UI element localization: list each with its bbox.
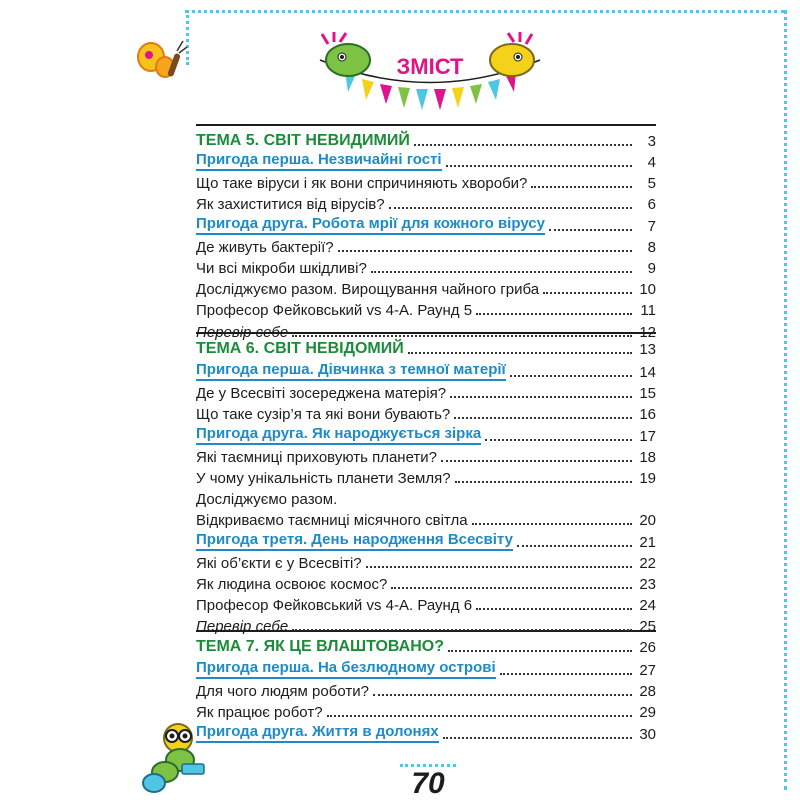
toc-item-row[interactable]	[196, 234, 656, 256]
toc-entry-title: Які об’єкти є у Всесвіті?	[196, 555, 362, 572]
toc-page-number: 9	[647, 260, 656, 277]
page-number-box	[398, 764, 458, 800]
caterpillar-icon	[140, 720, 210, 795]
toc-page-number: 18	[639, 449, 656, 466]
toc-page-number: 14	[639, 364, 656, 381]
toc-entry-title: Чи всі мікроби шкідливі?	[196, 260, 367, 277]
toc-page-number: 15	[639, 385, 656, 402]
dot-leader	[455, 481, 632, 483]
toc-item-row[interactable]	[196, 592, 656, 614]
dot-leader	[543, 292, 632, 294]
toc-entry-title: Для чого людям роботи?	[196, 683, 369, 700]
toc-entry-title: Досліджуємо разом. Вирощування чайного гриба	[196, 281, 540, 298]
toc-page-number: 7	[647, 218, 656, 235]
toc-entry-title: Як працює робот?	[196, 704, 323, 721]
toc-item-row[interactable]	[196, 170, 656, 192]
toc-page-number: 30	[639, 726, 656, 743]
toc-item-row[interactable]	[196, 613, 656, 635]
toc-entry-title: Що таке віруси і як вони спричиняють хвороби?	[196, 175, 528, 192]
toc-entry-title: Професор Фейковський vs 4-А. Раунд 6	[196, 597, 473, 614]
toc-item-row[interactable]	[196, 401, 656, 423]
toc-page-number: 4	[647, 154, 656, 171]
dot-leader	[391, 587, 632, 589]
toc-entry-title: Де у Всесвіті зосереджена матерія?	[196, 385, 447, 402]
dot-leader	[446, 165, 632, 167]
toc-item-row[interactable]	[196, 550, 656, 572]
toc-page-number: 28	[639, 683, 656, 700]
dotted-frame-right	[784, 10, 787, 790]
toc-entry-title: Пригода перша. На безлюдному острові	[196, 659, 496, 679]
toc-entry-title: Як людина освоює космос?	[196, 576, 388, 593]
dot-leader	[327, 715, 632, 717]
dot-leader	[292, 629, 632, 631]
dotted-frame-top	[185, 10, 785, 13]
toc-entry-title: Пригода друга. Життя в долонях	[196, 723, 439, 743]
toc-page-number: 11	[640, 302, 656, 319]
dot-leader	[450, 396, 632, 398]
toc-page-number: 13	[639, 341, 656, 358]
dot-leader	[454, 417, 632, 419]
toc-page-number: 25	[639, 618, 656, 635]
toc-page-number: 16	[639, 406, 656, 423]
toc-entry-title: Пригода перша. Незвичайні гості	[196, 151, 442, 171]
toc-item-row[interactable]	[196, 699, 656, 721]
left-margin	[0, 0, 186, 800]
toc-page-number: 22	[639, 555, 656, 572]
toc-entry-title: У чому унікальність планети Земля?	[196, 470, 451, 487]
toc-page-number: 6	[647, 196, 656, 213]
toc-entry-title: Перевір себе	[196, 618, 289, 635]
toc-adventure-row[interactable]	[196, 721, 656, 743]
dot-leader	[472, 523, 632, 525]
toc-item-row[interactable]	[196, 191, 656, 213]
dot-leader	[338, 250, 632, 252]
header-banner	[300, 30, 560, 120]
toc-adventure-row[interactable]	[196, 149, 656, 171]
toc-page-number: 23	[639, 576, 656, 593]
toc-entry-title: Перевір себе	[196, 324, 289, 341]
toc-page-number: 21	[639, 534, 656, 551]
toc-entry-title: Професор Фейковський vs 4-А. Раунд 5	[196, 302, 473, 319]
toc-entry-title: ТЕМА 5. СВІТ НЕВИДИМИЙ	[196, 132, 410, 149]
toc-item-row[interactable]	[196, 276, 656, 298]
dot-leader	[373, 694, 632, 696]
toc-item-row[interactable]	[196, 678, 656, 700]
dot-leader	[485, 439, 632, 441]
toc-entry-title: Відкриваємо таємниці місячного світла	[196, 512, 468, 529]
toc-entry-title: Де живуть бактерії?	[196, 239, 334, 256]
dot-leader	[549, 229, 632, 231]
toc-item-row[interactable]	[196, 486, 656, 508]
toc-entry-title: Пригода друга. Робота мрії для кожного вірусу	[196, 215, 545, 235]
toc-page-number: 8	[647, 239, 656, 256]
toc-entry-title: Які таємниці приховують планети?	[196, 449, 438, 466]
dot-leader	[389, 207, 632, 209]
toc-adventure-row[interactable]	[196, 423, 656, 445]
toc-item-row[interactable]	[196, 380, 656, 402]
toc-entry-title: Пригода перша. Дівчинка з темної матерії	[196, 361, 506, 381]
toc-page-number: 24	[639, 597, 656, 614]
toc-page-number: 12	[639, 324, 656, 341]
dot-leader	[408, 352, 632, 354]
toc-item-row[interactable]	[196, 444, 656, 466]
dot-leader	[414, 144, 632, 146]
toc-item-row[interactable]	[196, 507, 656, 529]
dot-leader	[366, 566, 632, 568]
toc-item-row[interactable]	[196, 571, 656, 593]
toc-adventure-row[interactable]	[196, 529, 656, 551]
toc-item-row[interactable]	[196, 255, 656, 277]
toc-entry-title: Як захиститися від вірусів?	[196, 196, 385, 213]
dot-leader	[531, 186, 632, 188]
toc-entry-title: Досліджуємо разом.	[196, 491, 338, 508]
toc-page-number: 29	[639, 704, 656, 721]
toc-page-number: 26	[639, 639, 656, 656]
toc-item-row[interactable]	[196, 465, 656, 487]
dot-leader	[510, 375, 632, 377]
toc-page-number: 20	[639, 512, 656, 529]
dot-leader	[448, 650, 632, 652]
toc-page-number: 19	[639, 470, 656, 487]
toc-page-number: 27	[639, 662, 656, 679]
dot-leader	[500, 673, 632, 675]
toc-theme-row[interactable]	[196, 336, 656, 358]
toc-entry-title: Пригода друга. Як народжується зірка	[196, 425, 481, 445]
dot-leader	[517, 545, 632, 547]
page-title: ЗМІСТ	[396, 54, 464, 79]
toc-page-number: 10	[639, 281, 656, 298]
toc-page-number: 3	[647, 133, 656, 150]
toc-entry-title: Що таке сузір’я та які вони бувають?	[196, 406, 451, 423]
toc-theme-row[interactable]	[196, 128, 656, 150]
toc-entry-title: ТЕМА 6. СВІТ НЕВІДОМИЙ	[196, 340, 404, 357]
toc-page-number: 17	[639, 428, 656, 445]
dot-leader	[476, 608, 632, 610]
page-number: 70	[411, 767, 445, 800]
butterfly-icon	[135, 35, 190, 85]
toc-adventure-row[interactable]	[196, 657, 656, 679]
dot-leader	[443, 737, 632, 739]
toc-item-row[interactable]	[196, 297, 656, 319]
dot-leader	[371, 271, 632, 273]
toc-entry-title: ТЕМА 7. ЯК ЦЕ ВЛАШТОВАНО?	[196, 638, 444, 655]
title-divider	[196, 124, 656, 126]
toc-adventure-row[interactable]	[196, 359, 656, 381]
dot-leader	[476, 313, 632, 315]
dot-leader	[441, 460, 632, 462]
toc-theme-row[interactable]	[196, 634, 656, 656]
toc-adventure-row[interactable]	[196, 213, 656, 235]
toc-page-number: 5	[647, 175, 656, 192]
toc-entry-title: Пригода третя. День народження Всесвіту	[196, 531, 513, 551]
